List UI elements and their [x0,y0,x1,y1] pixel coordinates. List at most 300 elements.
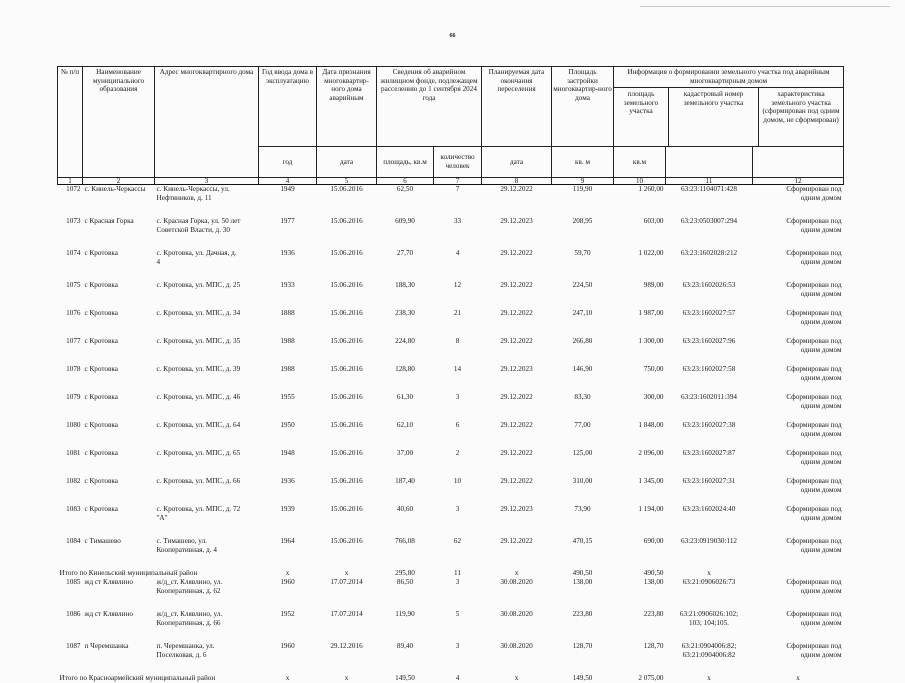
header-land-subcols [614,88,843,146]
total-area: 149,50 [377,674,434,683]
row-characteristic-line: одним домом [755,619,842,628]
row-number: 1075 [58,281,83,309]
row-people: 6 [434,421,482,449]
total-label: Итого по Кинельский муниципальный район [58,569,259,578]
row-address [155,578,259,610]
row-characteristic [753,505,844,537]
row-year: 1888 [259,309,317,337]
row-emergency-date: 29.12.2016 [317,642,377,674]
col-number: 11 [666,178,753,185]
row-address-line: ж/д_ст. Клявлино, ул. [157,610,257,619]
total-year: х [259,569,317,578]
row-area: 86,50 [377,578,434,610]
row-planned-date: 29.12.2022 [482,185,552,218]
row-address [155,610,259,642]
row-land-area: 603,00 [614,217,666,249]
row-cadastral-line: 63:21:0906026:73 [668,578,751,587]
row-characteristic-line: Сформирован под [755,249,842,258]
col-number: 9 [552,178,614,185]
row-built-area: 119,90 [552,185,614,218]
row-characteristic-line: одним домом [755,458,842,467]
table-row [58,610,844,642]
row-land-area: 223,80 [614,610,666,642]
row-cadastral [666,505,753,537]
col-number: 1 [58,178,83,185]
unit-date: дата [317,147,377,178]
unit-date2: дата [482,147,552,178]
unit-empty-char [753,147,844,178]
row-area: 187,40 [377,477,434,505]
row-cadastral [666,393,753,421]
total-people: 11 [434,569,482,578]
table-row [58,578,844,610]
total-people: 4 [434,674,482,683]
row-municipality: с Кротовка [83,281,155,309]
page-number: 66 [0,33,905,39]
row-municipality: с Кротовка [83,393,155,421]
row-cadastral-line: 63:23:1602024:40 [668,505,751,514]
table-row [58,249,844,281]
total-land: 2 075,00 [614,674,666,683]
row-emergency-date: 15.06.2016 [317,309,377,337]
row-municipality: с Кротовка [83,249,155,281]
row-area: 40,60 [377,505,434,537]
row-people: 3 [434,578,482,610]
header-characteristic: характеристика земельного участка (сформирован под одним домом, не сформирован) [759,88,843,146]
table-row [58,185,844,218]
row-address-line: с. Кротовка, ул. МПС, д. 35 [157,337,257,346]
row-land-area: 1 987,00 [614,309,666,337]
row-characteristic-line: одним домом [755,514,842,523]
row-characteristic-line: Сформирован под [755,537,842,546]
total-date: х [317,569,377,578]
row-land-area: 1 194,00 [614,505,666,537]
row-area: 61,30 [377,393,434,421]
row-address-line: с. Тимашево, ул. [157,537,257,546]
row-built-area: 208,95 [552,217,614,249]
row-built-area: 224,50 [552,281,614,309]
row-emergency-date: 15.06.2016 [317,537,377,569]
row-address [155,217,259,249]
total-characteristic [753,569,844,578]
row-characteristic-line: Сформирован под [755,393,842,402]
row-address-line: с. Кротовка, ул. МПС, д. 72 [157,505,257,514]
row-year: 1952 [259,610,317,642]
row-address-line: Советской Власти, д. 30 [157,226,257,235]
row-characteristic-line: Сформирован под [755,505,842,514]
row-municipality: с Красная Горка [83,217,155,249]
table-row [58,337,844,365]
row-built-area: 266,80 [552,337,614,365]
row-area: 766,08 [377,537,434,569]
header-fund: Сведения об аварийном жилищном фонде, подлежащем расселению до 1 сентября 2024 года [377,67,482,147]
row-people: 10 [434,477,482,505]
row-address-line: Нефтяников, д. 11 [157,194,257,203]
row-year: 1936 [259,249,317,281]
row-area: 62,50 [377,185,434,218]
row-year: 1988 [259,337,317,365]
housing-table [57,66,844,683]
row-characteristic [753,393,844,421]
row-cadastral [666,309,753,337]
row-people: 62 [434,537,482,569]
header-planned-date: Планируемая дата окончания переселения [482,67,552,147]
table-row [58,477,844,505]
row-area: 27,70 [377,249,434,281]
row-characteristic-line: Сформирован под [755,477,842,486]
row-characteristic [753,281,844,309]
total-built: 490,50 [552,569,614,578]
row-characteristic-line: Сформирован под [755,185,842,194]
row-built-area: 128,70 [552,642,614,674]
table-row [58,537,844,569]
row-number: 1079 [58,393,83,421]
row-built-area: 247,10 [552,309,614,337]
row-characteristic [753,309,844,337]
row-characteristic-line: одним домом [755,374,842,383]
row-characteristic-line: одним домом [755,318,842,327]
row-planned-date: 30.08.2020 [482,578,552,610]
total-cadastral: х [666,569,753,578]
row-cadastral-line: 63:23:1602027:96 [668,337,751,346]
total-row [58,674,844,683]
row-built-area: 83,30 [552,393,614,421]
row-municipality: с. Кинель-Черкассы [83,185,155,218]
row-address-line: с. Красная Горка, ул. 50 лет [157,217,257,226]
row-characteristic-line: Сформирован под [755,642,842,651]
row-people: 2 [434,449,482,477]
row-land-area: 1 848,00 [614,421,666,449]
row-address-line: с. Кротовка, ул. МПС, д. 46 [157,393,257,402]
row-address-line: с. Кротовка, ул. МПС, д. 65 [157,449,257,458]
row-municipality: с Тимашево [83,537,155,569]
row-cadastral [666,365,753,393]
row-year: 1950 [259,421,317,449]
row-number: 1077 [58,337,83,365]
total-planned: х [482,674,552,683]
row-cadastral-line: 63:23:1602027:87 [668,449,751,458]
row-municipality: с Кротовка [83,477,155,505]
row-cadastral [666,449,753,477]
header-land-info [614,67,844,147]
row-emergency-date: 15.06.2016 [317,337,377,365]
total-characteristic: х [753,674,844,683]
row-built-area: 310,00 [552,477,614,505]
row-address-line: с. Кротовка, ул. МПС, д. 64 [157,421,257,430]
row-cadastral-line: 63:23:1602027:38 [668,421,751,430]
row-people: 3 [434,642,482,674]
row-characteristic-line: Сформирован под [755,217,842,226]
row-emergency-date: 15.06.2016 [317,393,377,421]
row-cadastral [666,281,753,309]
row-people: 3 [434,505,482,537]
row-characteristic [753,365,844,393]
row-cadastral-line: 63:23:1602026:53 [668,281,751,290]
row-year: 1936 [259,477,317,505]
row-municipality: жд ст Клявлино [83,578,155,610]
row-characteristic-line: одним домом [755,402,842,411]
row-address [155,309,259,337]
row-address-line: ж/д_ст. Клявлино, ул. [157,578,257,587]
col-number: 6 [377,178,434,185]
row-cadastral-line: 63:23:1602011:394 [668,393,751,402]
row-characteristic-line: Сформирован под [755,309,842,318]
row-characteristic-line: одним домом [755,258,842,267]
row-characteristic [753,249,844,281]
row-address-line: Кооперативная, д. 66 [157,619,257,628]
row-year: 1988 [259,365,317,393]
row-address-line: с. Кинель-Черкассы, ул. [157,185,257,194]
row-characteristic-line: одним домом [755,587,842,596]
row-address [155,642,259,674]
row-planned-date: 29.12.2022 [482,393,552,421]
row-emergency-date: 15.06.2016 [317,421,377,449]
header-land-info-title: Информация о формировании земельного участка под аварийным многоквартирным домом [614,67,843,88]
unit-empty-cad [666,147,753,178]
row-emergency-date: 15.06.2016 [317,449,377,477]
row-cadastral-line: 63:23:1602028:212 [668,249,751,258]
row-characteristic [753,421,844,449]
row-municipality: с Кротовка [83,421,155,449]
row-planned-date: 30.08.2020 [482,642,552,674]
row-land-area: 989,00 [614,281,666,309]
row-people: 5 [434,610,482,642]
row-land-area: 1 022,00 [614,249,666,281]
row-people: 12 [434,281,482,309]
row-number: 1080 [58,421,83,449]
row-characteristic [753,337,844,365]
col-number: 8 [482,178,552,185]
row-municipality: с Кротовка [83,449,155,477]
row-number: 1073 [58,217,83,249]
total-date: х [317,674,377,683]
row-land-area: 128,70 [614,642,666,674]
row-area: 119,90 [377,610,434,642]
row-area: 89,40 [377,642,434,674]
row-planned-date: 29.12.2023 [482,365,552,393]
row-emergency-date: 15.06.2016 [317,185,377,218]
total-built: 149,50 [552,674,614,683]
row-address-line: с. Кротовка, ул. МПС, д. 25 [157,281,257,290]
table-row [58,217,844,249]
table-row [58,421,844,449]
row-planned-date: 29.12.2023 [482,505,552,537]
header-year: Год ввода дома в эксплуатацию [259,67,317,147]
row-address-line: с. Кротовка, ул. МПС, д. 34 [157,309,257,318]
row-area: 609,90 [377,217,434,249]
header-land-area: площадь земельного участка [614,88,669,146]
scan-edge-line [640,6,890,7]
row-built-area: 125,00 [552,449,614,477]
row-number: 1082 [58,477,83,505]
row-characteristic-line: одним домом [755,486,842,495]
row-characteristic [753,537,844,569]
row-people: 7 [434,185,482,218]
row-address-line: п. Черемшанка, ул. [157,642,257,651]
row-characteristic-line: одним домом [755,546,842,555]
row-planned-date: 29.12.2022 [482,281,552,309]
row-cadastral-line: 63:23:1104071:428 [668,185,751,194]
row-address-line: с. Кротовка, ул. Дачная, д. [157,249,257,258]
row-year: 1949 [259,185,317,218]
row-characteristic-line: Сформирован под [755,421,842,430]
row-area: 37,00 [377,449,434,477]
row-address [155,477,259,505]
row-planned-date: 29.12.2023 [482,217,552,249]
row-planned-date: 29.12.2022 [482,337,552,365]
unit-area: площадь, кв.м [377,147,434,178]
row-cadastral-line: 63:21:0904006:82; [668,642,751,651]
row-cadastral [666,610,753,642]
row-emergency-date: 17.07.2014 [317,578,377,610]
row-characteristic-line: одним домом [755,346,842,355]
row-municipality: жд ст Клявлино [83,610,155,642]
row-municipality: с Кротовка [83,337,155,365]
row-land-area: 1 260,00 [614,185,666,218]
row-year: 1964 [259,537,317,569]
row-address [155,185,259,218]
total-label: Итого по Красноармейский муниципальный район [58,674,259,683]
row-cadastral [666,477,753,505]
row-built-area: 73,90 [552,505,614,537]
row-cadastral-line: 63:23:1602027:57 [668,309,751,318]
row-year: 1948 [259,449,317,477]
row-land-area: 138,00 [614,578,666,610]
row-emergency-date: 15.06.2016 [317,217,377,249]
header-built-area: Площадь застройки многоквартир-ного дома [552,67,614,147]
row-cadastral [666,578,753,610]
row-characteristic-line: одним домом [755,651,842,660]
row-year: 1933 [259,281,317,309]
row-address-line: с. Кротовка, ул. МПС, д. 66 [157,477,257,486]
row-cadastral-line: 63:21:0904006:82 [668,651,751,660]
col-number: 4 [259,178,317,185]
row-characteristic [753,185,844,218]
row-address-line: с. Кротовка, ул. МПС, д. 39 [157,365,257,374]
row-address [155,281,259,309]
row-municipality: с Кротовка [83,365,155,393]
table-row [58,393,844,421]
row-characteristic [753,578,844,610]
row-number: 1074 [58,249,83,281]
col-number: 10 [614,178,666,185]
row-number: 1087 [58,642,83,674]
row-built-area: 138,00 [552,578,614,610]
row-address-line: "А" [157,514,257,523]
row-people: 8 [434,337,482,365]
row-number: 1076 [58,309,83,337]
row-area: 188,30 [377,281,434,309]
total-land: 490,50 [614,569,666,578]
row-number: 1078 [58,365,83,393]
total-cadastral: х [666,674,753,683]
row-address [155,365,259,393]
row-built-area: 223,80 [552,610,614,642]
col-number: 5 [317,178,377,185]
row-characteristic-line: Сформирован под [755,365,842,374]
row-cadastral [666,642,753,674]
row-address-line: 4 [157,258,257,267]
row-address-line: Поселковая, д. 6 [157,651,257,660]
row-characteristic [753,477,844,505]
table-row [58,281,844,309]
row-characteristic-line: Сформирован под [755,449,842,458]
row-planned-date: 30.08.2020 [482,610,552,642]
col-number: 3 [155,178,259,185]
row-characteristic [753,449,844,477]
row-area: 224,80 [377,337,434,365]
row-emergency-date: 15.06.2016 [317,365,377,393]
row-land-area: 300,00 [614,393,666,421]
row-people: 14 [434,365,482,393]
row-land-area: 690,00 [614,537,666,569]
row-area: 62,10 [377,421,434,449]
row-number: 1083 [58,505,83,537]
row-address [155,505,259,537]
row-emergency-date: 15.06.2016 [317,505,377,537]
row-number: 1084 [58,537,83,569]
row-year: 1960 [259,578,317,610]
row-people: 33 [434,217,482,249]
col-number: 12 [753,178,844,185]
row-characteristic [753,217,844,249]
row-cadastral [666,337,753,365]
row-address [155,249,259,281]
row-cadastral [666,185,753,218]
row-number: 1085 [58,578,83,610]
row-land-area: 2 096,00 [614,449,666,477]
table-row [58,365,844,393]
row-address-line: Кооперативная, д. 62 [157,587,257,596]
header-num: № п/п [58,67,83,178]
unit-m2: кв. м [552,147,614,178]
row-people: 3 [434,393,482,421]
row-built-area: 470,15 [552,537,614,569]
table-row [58,505,844,537]
row-characteristic-line: Сформирован под [755,281,842,290]
col-number: 2 [83,178,155,185]
row-planned-date: 29.12.2022 [482,449,552,477]
row-cadastral [666,217,753,249]
row-area: 238,30 [377,309,434,337]
row-address [155,393,259,421]
total-year: х [259,674,317,683]
row-year: 1939 [259,505,317,537]
row-planned-date: 29.12.2022 [482,477,552,505]
header-cadastral: кадастровый номер земельного участка [669,88,759,146]
row-characteristic-line: одним домом [755,226,842,235]
row-cadastral-line: 63:23:1602027:31 [668,477,751,486]
row-people: 21 [434,309,482,337]
row-emergency-date: 17.07.2014 [317,610,377,642]
row-cadastral-line: 103; 104;105. [668,619,751,628]
total-planned: х [482,569,552,578]
row-characteristic-line: Сформирован под [755,337,842,346]
row-built-area: 146,90 [552,365,614,393]
row-people: 4 [434,249,482,281]
row-emergency-date: 15.06.2016 [317,281,377,309]
row-year: 1960 [259,642,317,674]
row-emergency-date: 15.06.2016 [317,249,377,281]
unit-people: количество человек [434,147,482,178]
col-number: 7 [434,178,482,185]
unit-year: год [259,147,317,178]
row-planned-date: 29.12.2022 [482,249,552,281]
row-land-area: 1 300,00 [614,337,666,365]
row-land-area: 750,00 [614,365,666,393]
row-municipality: с Кротовка [83,309,155,337]
header-municipality: Наименование муниципального образования [83,67,155,178]
